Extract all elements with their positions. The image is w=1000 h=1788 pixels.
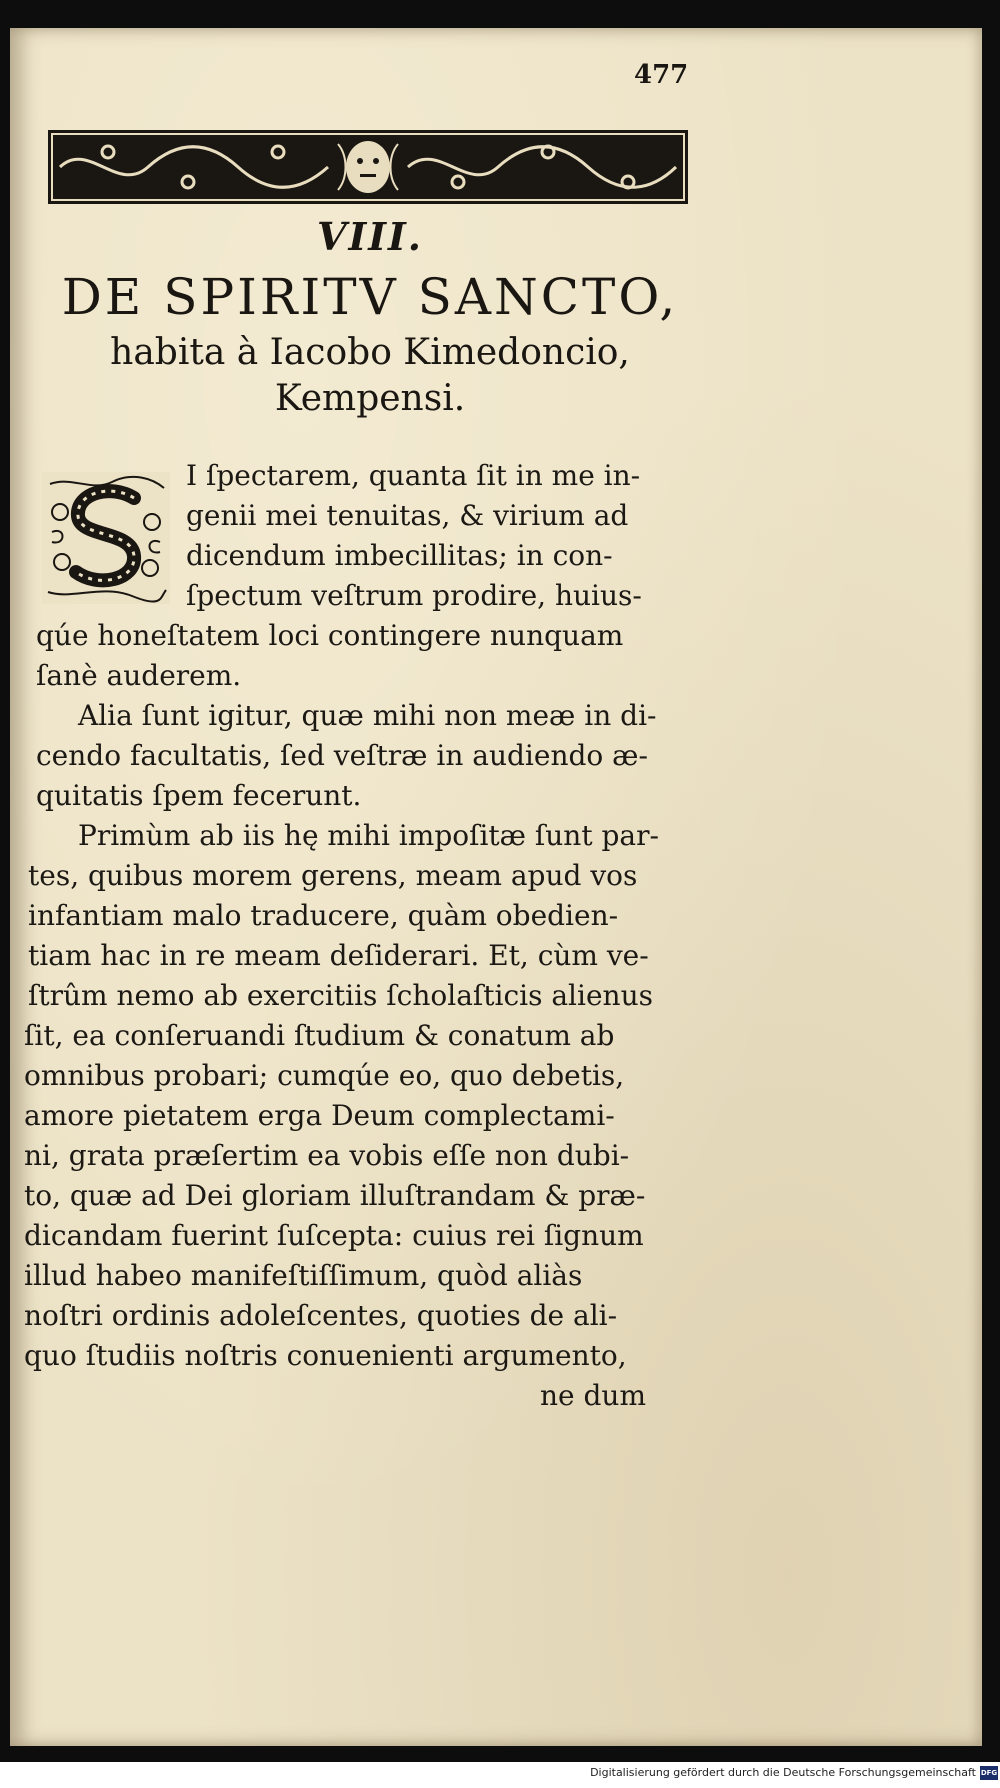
body-line: Primùm ab iis hę mihi impoſitæ ſunt par- xyxy=(78,819,659,852)
title-line-1: DE SPIRITV SANCTO, xyxy=(61,268,679,326)
body-line: illud habeo manifeſtiſſimum, quòd aliàs xyxy=(24,1259,583,1292)
body-line: amore pietatem erga Deum complectami- xyxy=(24,1099,615,1132)
body-line: ni, grata præſertim ea vobis eſſe non dubi- xyxy=(24,1139,630,1172)
body-line: quo ſtudiis noſtris conuenienti argumento, xyxy=(24,1339,627,1372)
decorated-initial-s-icon xyxy=(42,472,170,604)
body-line: dicendum imbecillitas; in con- xyxy=(186,539,613,572)
body-line: genii mei tenuitas, & virium ad xyxy=(186,499,629,532)
body-line: ſpectum veſtrum prodire, huius- xyxy=(186,579,642,612)
section-number: VIII. xyxy=(316,214,424,259)
body-line: Alia ſunt igitur, quæ mihi non meæ in di- xyxy=(78,699,657,732)
page-number: 477 xyxy=(634,60,689,90)
body-line: cendo facultatis, ſed veſtræ in audiendo æ- xyxy=(36,739,648,772)
body-line: ſtrûm nemo ab exercitiis ſcholaſticis alienus xyxy=(28,979,653,1012)
woodcut-headpiece-icon xyxy=(48,130,688,204)
digitization-credit: Digitalisierung gefördert durch die Deutsche Forschungsgemeinschaft xyxy=(590,1766,976,1779)
catchword: ne dum xyxy=(540,1379,647,1412)
body-line: to, quæ ad Dei gloriam illuſtrandam & præ- xyxy=(24,1179,646,1212)
body-line: I ſpectarem, quanta ſit in me in- xyxy=(186,459,641,492)
body-line: tes, quibus morem gerens, meam apud vos xyxy=(28,859,638,892)
body-line: ſit, ea conſeruandi ſtudium & conatum ab xyxy=(24,1019,615,1052)
body-line: ſanè auderem. xyxy=(36,659,242,692)
body-line: infantiam malo traducere, quàm obedien- xyxy=(28,899,619,932)
body-line: noſtri ordinis adoleſcentes, quoties de ali- xyxy=(24,1299,618,1332)
title-line-3: Kempensi. xyxy=(274,378,466,419)
body-line: qúe honeſtatem loci contingere nunquam xyxy=(36,619,624,652)
body-line: quitatis ſpem fecerunt. xyxy=(36,779,362,812)
dfg-logo: DFG xyxy=(980,1766,998,1780)
body-line: omnibus probari; cumqúe eo, quo debetis, xyxy=(24,1059,625,1092)
body-line: dicandam fuerint ſuſcepta: cuius rei ſignum xyxy=(24,1219,644,1252)
title-line-2: habita à Iacobo Kimedoncio, xyxy=(110,332,630,373)
body-line: tiam hac in re meam deſiderari. Et, cùm ve- xyxy=(28,939,649,972)
